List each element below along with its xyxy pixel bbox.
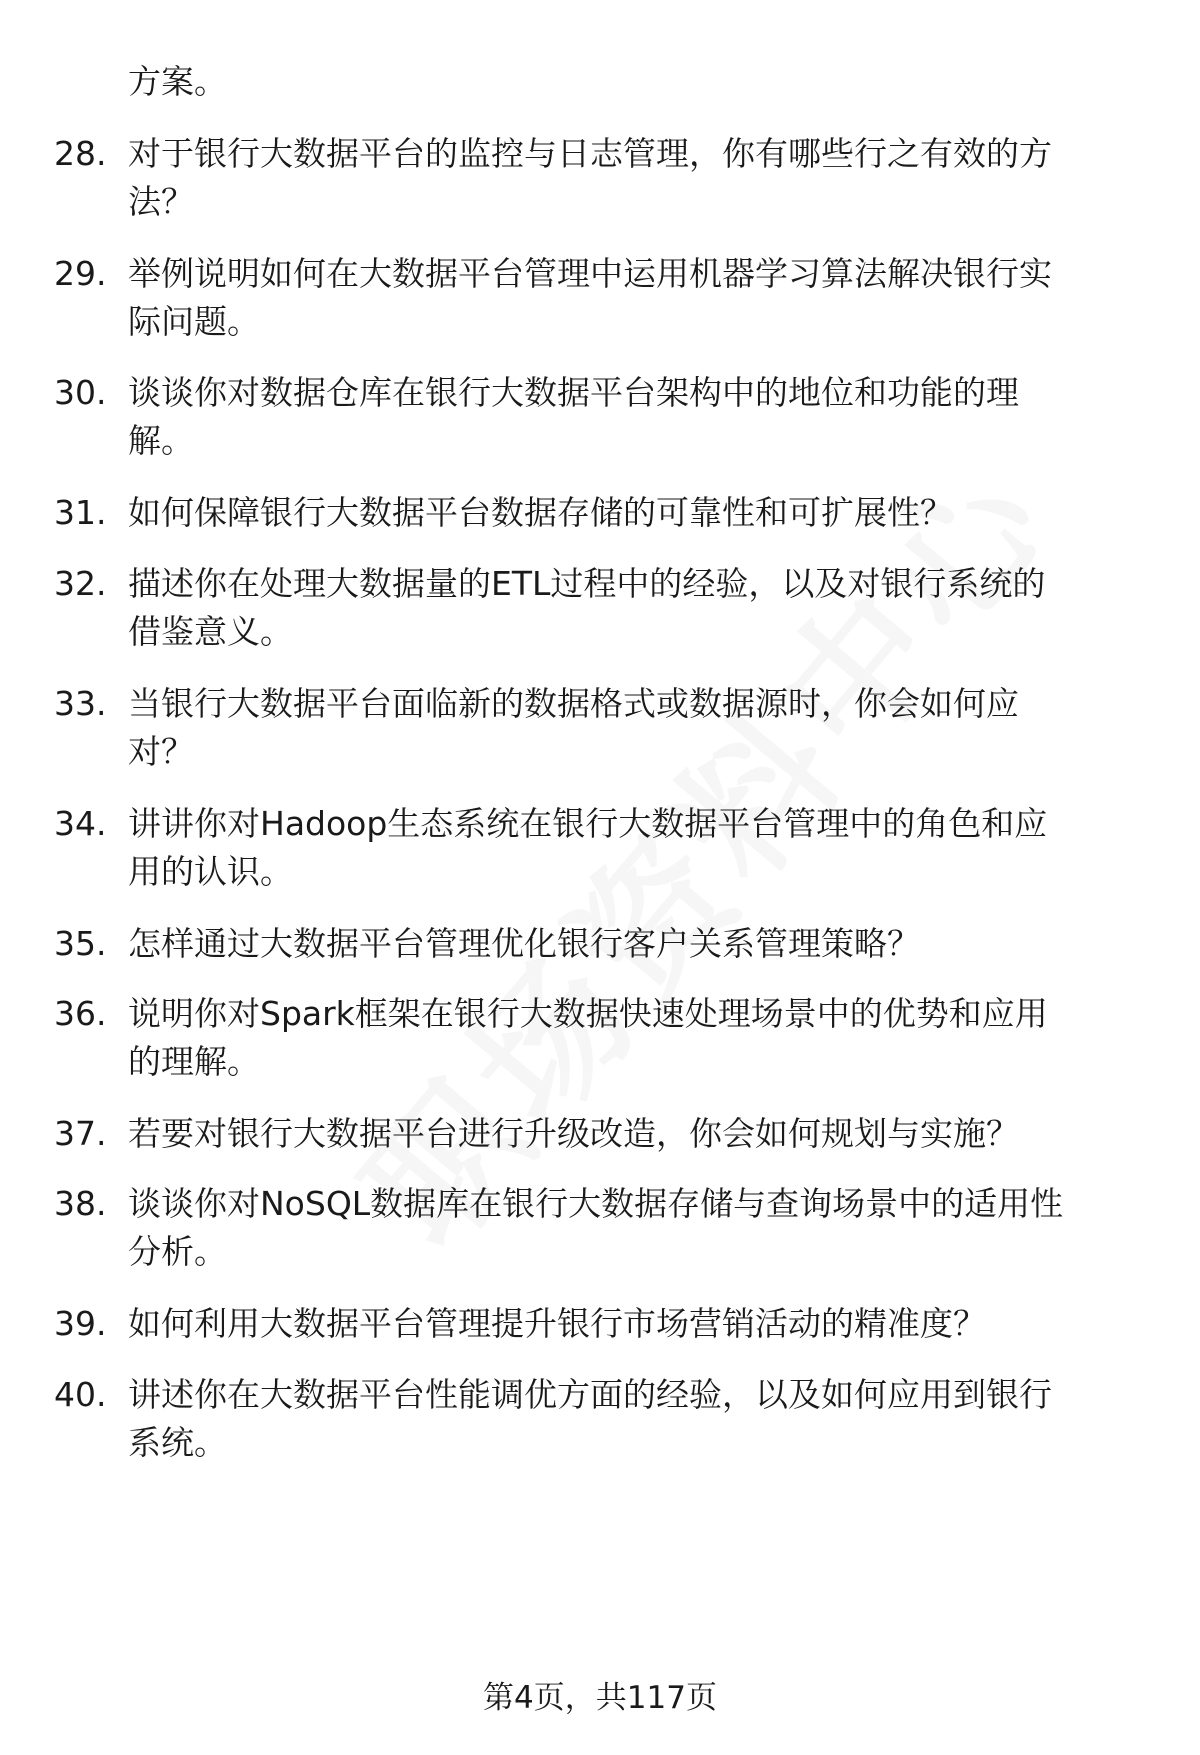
question-line-1: 如何利用大数据平台管理提升银行市场营销活动的精准度？ [128,1304,986,1343]
question-line-2: 解。 [128,421,194,460]
question-text [128,800,1148,896]
continuation-text: 方案。 [128,62,227,101]
question-text [128,1300,1148,1348]
question-line-1: 举例说明如何在大数据平台管理中运用机器学习算法解决银行实 [128,254,1052,293]
question-number: 34. [54,804,107,843]
question-line-2: 的理解。 [128,1042,260,1081]
question-number: 37. [54,1114,107,1153]
question-line-1: 怎样通过大数据平台管理优化银行客户关系管理策略？ [128,924,920,963]
question-line-2: 对？ [128,732,194,771]
question-line-1: 谈谈你对数据仓库在银行大数据平台架构中的地位和功能的理 [128,373,1019,412]
question-line-1: 对于银行大数据平台的监控与日志管理，你有哪些行之有效的方 [128,134,1052,173]
question-line-1: 讲述你在大数据平台性能调优方面的经验，以及如何应用到银行 [128,1375,1052,1414]
question-number: 39. [54,1304,107,1343]
question-line-1: 若要对银行大数据平台进行升级改造，你会如何规划与实施？ [128,1114,1019,1153]
question-line-1: 说明你对Spark框架在银行大数据快速处理场景中的优势和应用 [128,994,1048,1033]
question-number: 36. [54,994,107,1033]
question-text [128,1371,1148,1467]
question-text [128,920,1148,968]
question-text [128,369,1148,465]
question-line-2: 法？ [128,182,194,221]
page-footer: 第4页，共117页 [483,1680,717,1716]
question-number: 30. [54,373,107,412]
question-line-1: 当银行大数据平台面临新的数据格式或数据源时，你会如何应 [128,684,1019,723]
question-line-2: 分析。 [128,1232,227,1271]
question-number: 28. [54,134,107,173]
question-number: 35. [54,924,107,963]
question-line-2: 用的认识。 [128,852,293,891]
question-text [128,250,1148,346]
question-number: 32. [54,564,107,603]
question-number: 31. [54,493,107,532]
question-number: 29. [54,254,107,293]
question-number: 33. [54,684,107,723]
question-text [128,130,1148,226]
question-line-2: 系统。 [128,1423,227,1462]
question-line-1: 描述你在处理大数据量的ETL过程中的经验，以及对银行系统的 [128,564,1046,603]
question-number: 40. [54,1375,107,1414]
question-line-1: 如何保障银行大数据平台数据存储的可靠性和可扩展性？ [128,493,953,532]
question-text [128,680,1148,776]
question-line-2: 借鉴意义。 [128,612,293,651]
question-number: 38. [54,1184,107,1223]
question-text [128,1180,1148,1276]
question-text [128,489,1148,537]
question-text [128,1110,1148,1158]
question-line-2: 际问题。 [128,302,260,341]
question-text [128,990,1148,1086]
question-text [128,560,1148,656]
question-line-1: 讲讲你对Hadoop生态系统在银行大数据平台管理中的角色和应 [128,804,1048,843]
question-line-1: 谈谈你对NoSQL数据库在银行大数据存储与查询场景中的适用性 [128,1184,1064,1223]
